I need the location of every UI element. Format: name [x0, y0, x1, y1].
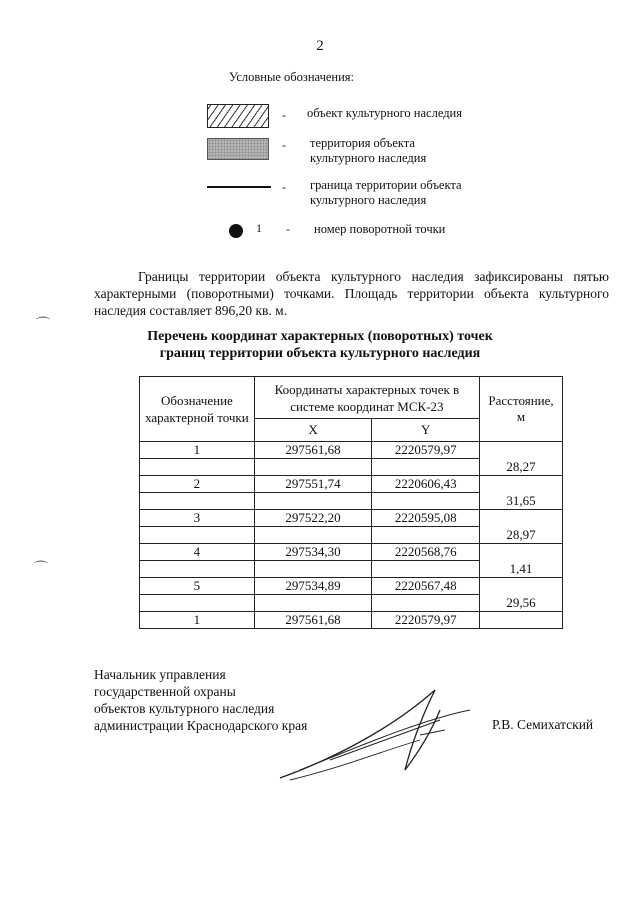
hatched-rectangle-icon	[207, 104, 269, 128]
table-heading-line1: Перечень координат характерных (поворотных) точек	[147, 329, 493, 344]
distance-cell: 28,97	[480, 510, 563, 544]
table-row	[140, 510, 563, 527]
legend-text: граница территории объекта культурного наследия	[310, 178, 462, 207]
table-row	[140, 476, 563, 493]
point-name: 1	[140, 442, 255, 459]
table-row	[140, 442, 563, 459]
table-row	[140, 612, 563, 629]
header-x: X	[254, 419, 372, 442]
table-row	[140, 578, 563, 595]
point-y: 2220606,43	[372, 476, 480, 493]
signature-line: государственной охраны	[94, 684, 236, 699]
point-x: 297561,68	[254, 612, 372, 629]
point-name: 4	[140, 544, 255, 561]
coordinates-table	[139, 376, 563, 629]
table-heading	[0, 328, 640, 362]
signatory-name: Р.В. Семихатский	[492, 717, 594, 732]
black-dot-icon	[229, 224, 243, 238]
header-designation: Обозначение характерной точки	[140, 377, 255, 442]
header-y: Y	[372, 419, 480, 442]
point-x: 297534,30	[254, 544, 372, 561]
legend-item-territory-border	[0, 176, 640, 206]
black-line-icon	[207, 186, 271, 188]
signature-line: Начальник управления	[94, 667, 226, 682]
legend-text: объект культурного наследия	[307, 106, 462, 120]
point-x: 297561,68	[254, 442, 372, 459]
header-distance: Расстояние, м	[480, 377, 563, 442]
point-y: 2220567,48	[372, 578, 480, 595]
legend-dash: -	[282, 180, 286, 194]
point-y: 2220595,08	[372, 510, 480, 527]
legend-item-heritage-object	[0, 104, 640, 134]
point-x: 297551,74	[254, 476, 372, 493]
header-coordinates: Координаты характерных точек в системе координат МСК-23	[254, 377, 479, 419]
table-heading-line2: границ территории объекта культурного наследия	[159, 346, 481, 361]
point-name: 3	[140, 510, 255, 527]
point-x: 297534,89	[254, 578, 372, 595]
legend-dash: -	[282, 108, 286, 122]
distance-cell: 28,27	[480, 442, 563, 476]
point-name: 2	[140, 476, 255, 493]
distance-cell: 31,65	[480, 476, 563, 510]
table-row	[140, 544, 563, 561]
binding-mark: ⌒	[36, 318, 50, 333]
point-name: 1	[140, 612, 255, 629]
signature-line: администрации Краснодарского края	[94, 718, 308, 733]
page-number: 2	[316, 38, 324, 54]
legend-item-heritage-territory	[0, 136, 640, 166]
binding-mark: ⌒	[34, 562, 48, 577]
legend-dot-number: 1	[256, 221, 262, 235]
signature-line: объектов культурного наследия	[94, 701, 275, 716]
distance-cell: 1,41	[480, 544, 563, 578]
paragraph-text: Границы территории объекта культурного наследия зафиксированы пятью характерными (поворотными) точками. Площадь территории объекта культурного наследия составляет 896,20 кв. м.	[94, 269, 609, 318]
body-paragraph	[94, 268, 609, 319]
point-y: 2220568,76	[372, 544, 480, 561]
point-name: 5	[140, 578, 255, 595]
legend-item-turning-point	[0, 221, 640, 251]
legend-dash: -	[286, 222, 290, 236]
legend-title: Условные обозначения:	[229, 70, 355, 84]
handwritten-signature	[270, 680, 490, 790]
grey-rectangle-icon	[207, 138, 269, 160]
point-x: 297522,20	[254, 510, 372, 527]
point-y: 2220579,97	[372, 442, 480, 459]
legend-dash: -	[282, 138, 286, 152]
distance-cell: 29,56	[480, 578, 563, 612]
legend-text: территория объекта культурного наследия	[310, 136, 427, 165]
legend-text: номер поворотной точки	[314, 222, 446, 236]
point-y: 2220579,97	[372, 612, 480, 629]
table-header-row	[140, 377, 563, 419]
